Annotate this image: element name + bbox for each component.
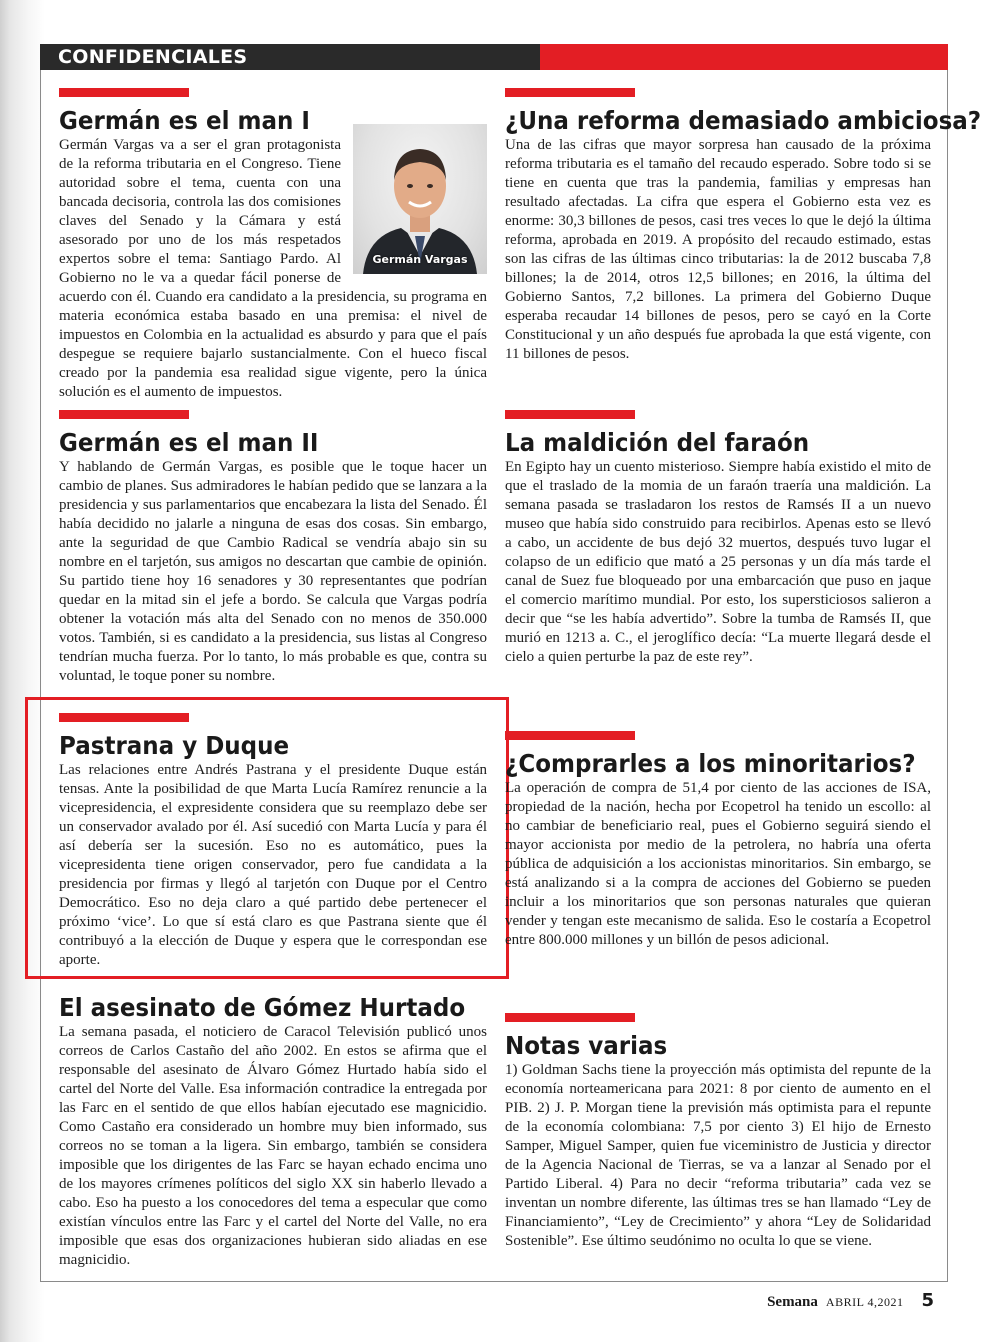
article-headline: La maldición del faraón (505, 428, 810, 457)
headline-accent (505, 1013, 635, 1022)
headline-accent (59, 410, 189, 419)
article-headline: Germán es el man I (59, 106, 310, 135)
headline-accent (505, 88, 635, 97)
article-body: Y hablando de Germán Vargas, es posible que le toque hacer un cambio de planes. Sus admiradores le habían pedido que se lanzara a la presidencia y sus parlamentarios que encabezara la lista del Senado. Él había decidido no jalarle a ninguna de esas dos cosas. Sin embargo, ante la seguridad de que Cambio Radical se vendría abajo sin su nombre en el tarjetón, sus amigos no descartan que cambie de opinión. Su partido tiene hoy 16 senadores y 30 representantes que podrían quedar en la mitad sin el jefe a bordo. Se calcula que Vargas podría obtener la votación más alta del Senado con no menos de 350.000 votos. También, si es candidato a la presidencia, sus listas al Congreso tendrían mucha fuerza. Por lo tanto, lo más probable es que, contra su voluntad, le toque poner su nombre. (59, 459, 487, 684)
article-body: La operación de compra de 51,4 por ciento de las acciones de ISA, propiedad de la nación, hecha por Ecopetrol ha tenido un escollo: al no cambiar de beneficiario real, pues el Gobierno seguirá siendo el mayor accionista por medio de la petrolera, no habría una oferta pública de adquisición a los accionistas minoritarios. Sin embargo, se está analizando si a la compra de acciones del Gobierno se pueden incluir a los minoritarios que son personas naturales que quieran vender y tengan este mecanismo de salida. Eso le costaría a Ecopetrol entre 800.000 millones y un billón de pesos adicional. (505, 780, 931, 948)
portrait-image (353, 124, 487, 274)
article-german-2 (59, 410, 487, 686)
article-headline: Pastrana y Duque (59, 731, 290, 760)
article-headline: ¿Comprarles a los minoritarios? (505, 749, 916, 778)
article-minoritarios (505, 731, 931, 950)
magazine-name: Semana (767, 1294, 818, 1310)
headline-accent (59, 88, 189, 97)
section-label: CONFIDENCIALES (40, 44, 540, 70)
article-notas (505, 1013, 931, 1251)
article-body: En Egipto hay un cuento misterioso. Siempre había existido el mito de que el traslado de la momia de un faraón traería una maldición. La semana pasada se trasladaron los restos de Ramsés II a un nuevo museo que había sido construido para recibirlos. Apenas esto se llevó a cabo, un accidente de bus dejó 32 muertos, después tuvo lugar el colapso de un edificio que mató a 25 personas y un día más tarde el canal de Suez fue bloqueado por una embarcación que puso en jaque el comercio marítimo mundial. Por esto, los supersticiosos salieron a decir que “se les había advertido”. Sobre la tumba de Ramsés II, que murió en 1213 a. C., el jeroglífico decía: “La muerte llegará desde el cielo a quien perturbe la paz de este rey”. (505, 459, 931, 665)
headline-accent (505, 410, 635, 419)
article-faraon (505, 410, 931, 667)
article-body: Las relaciones entre Andrés Pastrana y el presidente Duque están tensas. Ante la posibilidad de que Marta Lucía Ramírez renuncie a la vicepresidencia, el expresidente considera que su reemplazo debe ser un conservador avalado por él. Así sucedió con Marta Lucía y para él así debería ser la sucesión. Eso no es automático, pues la vicepresidenta tiene origen conservador, pero fue candidata a la presidencia por firmas y llegó al tarjetón con Duque por el Centro Democrático. Eso no deja claro a qué partido debe pertenecer el próximo ‘vice’. Lo que sí está claro es que Pastrana siente que él contribuyó a la elección de Duque y espera que le correspondan ese aporte. (59, 762, 487, 968)
page-footer (767, 1290, 934, 1311)
article-headline: Germán es el man II (59, 428, 319, 457)
article-body: 1) Goldman Sachs tiene la proyección más optimista del repunte de la economía norteamericana para 2021: 8 por ciento de aumento en el PIB. 2) J. P. Morgan tiene la previsión más optimista para el repunte de la economía colombiana: 7,5 por ciento 3) El hijo de Ernesto Samper, Miguel Samper, quien fue viceministro de Justicia y director de la Agencia Nacional de Tierras, se va a lanzar al Senado por el Partido Liberal. 4) Para no decir “reforma tributaria” cada vez se inventan un nombre diferente, las últimas tres se han llamado “Ley de Financiamiento”, “Ley de Crecimiento” y ahora “Ley de Solidaridad Sostenible”. Ese último seudónimo no oculta lo que se viene. (505, 1062, 931, 1249)
photo-caption: Germán Vargas (372, 253, 468, 266)
article-headline: ¿Una reforma demasiado ambiciosa? (505, 106, 982, 135)
page-number: 5 (921, 1290, 934, 1311)
german-vargas-photo (353, 124, 487, 274)
article-headline: Notas varias (505, 1031, 668, 1060)
article-gomez-hurtado (59, 992, 487, 1270)
article-body: La semana pasada, el noticiero de Caracol Televisión publicó unos correos de Carlos Castaño del año 2002. En estos se afirma que el responsable del asesinato de Álvaro Gómez Hurtado había sido el cartel del Norte del Valle. Esa información contradice la entregada por las Farc en el sentido de que ellos habían ejecutado ese magnicidio. Como Castaño era considerado un hombre muy bien informado, sus correos no se toman a la ligera. Sin embargo, también se considera imposible que los dirigentes de las Farc se hayan echado encima uno de los mayores crímenes políticos del siglo XX sin haberlo llevado a cabo. Eso ha puesto a los conocedores del tema a especular que como existían vínculos entre las Farc y el cartel del Norte del Valle, no era imposible que esas dos organizaciones hubieran sido aliadas en ese magnicidio. (59, 1024, 487, 1268)
headline-accent (59, 713, 189, 722)
article-body: Una de las cifras que mayor sorpresa han causado de la próxima reforma tributaria es el tamaño del recaudo esperado. Sobre todo si se tiene en cuenta que tras la pandemia, familias y empresas han resultado afectadas. La cifra que espera el Gobierno esta vez es enorme: 30,3 billones de pesos, casi tres veces lo que le dejó la última reforma, aprobada en 2019. A propósito del recaudo estimado, estas son las cifras de las últimas cinco tributarias: la de 2012 buscaba 7,8 billones; la de 2014, otros 12,5 billones; en 2016, la última del Gobierno Santos, 7,2 billones. La primera del Gobierno Duque esperaba recaudar 14 billones de pesos, pero se cayó en la Corte Constitucional y un año después fue aprobada la que está vigente, con 11 billones de pesos. (505, 137, 931, 362)
article-headline: El asesinato de Gómez Hurtado (59, 993, 466, 1022)
issue-date: ABRIL 4,2021 (825, 1295, 904, 1309)
article-german-1 (59, 88, 487, 402)
article-body: Germán Vargas va a ser el gran protagonista de la reforma tributaria en el Congreso. Tiene autoridad sobre el tema, cuenta con una bancada decisoria, controla las dos comisiones claves del Senado y la Cámara y está asesorado por uno de los más respetados expertos sobre el tema: Santiago Pardo. Al Gobierno no le va a quedar fácil ponerse de acuerdo con él. Cuando era candidato a la presidencia, su programa en materia económica estaba basado en una premisa: el nivel de impuestos en Colombia en la actualidad es absurdo y para que el país despegue se requiere bajarlo sustancialmente. Con el hueco fiscal creado por la pandemia esa realidad sigue vigente, pero la única solución es el aumento de impuestos. (59, 137, 487, 400)
headline-accent (505, 731, 635, 740)
article-reforma (505, 88, 982, 364)
article-pastrana (59, 713, 487, 970)
